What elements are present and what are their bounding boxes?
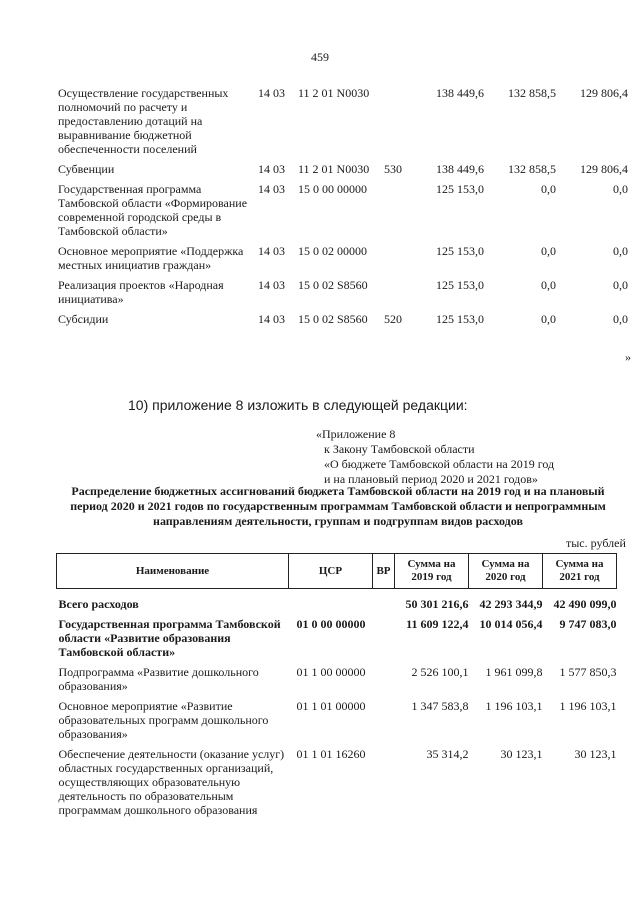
closing-quote: » (625, 350, 631, 364)
units-label: тыс. рублей (566, 536, 626, 550)
row-sum-2019: 11 609 122,4 (406, 617, 469, 631)
header-sum-2020: Сумма на 2020 год (469, 554, 543, 589)
row-csr (289, 597, 373, 617)
row-vr (373, 747, 395, 823)
row-sum-2021: 0,0 (613, 312, 628, 326)
page-number: 459 (311, 50, 329, 64)
row-csr: 01 1 01 00000 (296, 699, 366, 713)
row-sum-2020: 0,0 (541, 278, 556, 292)
table-row (58, 278, 628, 312)
row-csr: 01 1 00 00000 (296, 665, 366, 679)
appendix-header (316, 427, 554, 487)
table-header-row (57, 554, 617, 589)
row-name: Обеспечение деятельности (оказание услуг) областных государственных организаций, осуществляющих образовательную деятельность по образовательным программам дошкольного образования (58, 747, 285, 817)
row-section: 14 03 (258, 86, 285, 100)
table-row (58, 312, 628, 332)
row-section: 14 03 (258, 278, 285, 292)
header-csr: ЦСР (289, 554, 373, 589)
row-sum-2020: 132 858,5 (508, 162, 556, 176)
row-sum-2020: 1 196 103,1 (485, 699, 543, 713)
row-csr: 15 0 02 00000 (298, 244, 367, 258)
budget-table (56, 553, 617, 823)
row-sum-2019: 125 153,0 (436, 182, 484, 196)
row-sum-2019: 125 153,0 (436, 244, 484, 258)
row-name: Подпрограмма «Развитие дошкольного образования» (58, 665, 259, 693)
row-sum-2021: 1 196 103,1 (559, 699, 617, 713)
row-csr: 11 2 01 N0030 (298, 86, 370, 100)
row-name: Субсидии (58, 312, 109, 326)
row-section: 14 03 (258, 182, 285, 196)
row-sum-2021: 1 577 850,3 (559, 665, 617, 679)
row-sum-2021: 30 123,1 (574, 747, 617, 761)
row-vr: 530 (384, 162, 402, 176)
row-csr: 15 0 02 S8560 (298, 312, 368, 326)
row-vr (373, 617, 395, 665)
row-vr: 520 (384, 312, 402, 326)
amendment-line: 10) приложение 8 изложить в следующей редакции: (128, 397, 468, 413)
row-sum-2021: 0,0 (613, 278, 628, 292)
appendix-line-1: «Приложение 8 (316, 427, 396, 441)
appendix-line-2: к Закону Тамбовской области (324, 442, 475, 456)
row-sum-2021: 129 806,4 (580, 86, 628, 100)
header-sum-2021: Сумма на 2021 год (543, 554, 617, 589)
row-sum-2021: 129 806,4 (580, 162, 628, 176)
row-csr: 01 0 00 00000 (296, 617, 366, 631)
table-row (57, 665, 617, 699)
row-sum-2021: 0,0 (613, 182, 628, 196)
row-sum-2020: 1 961 099,8 (485, 665, 543, 679)
header-sum-2019: Сумма на 2019 год (395, 554, 469, 589)
table-row (57, 617, 617, 665)
row-sum-2020: 30 123,1 (500, 747, 543, 761)
row-sum-2021: 42 490 099,0 (553, 597, 617, 611)
table-row (58, 182, 628, 244)
header-name: Наименование (57, 554, 289, 589)
row-name: Всего расходов (58, 597, 139, 611)
appendix-line-4: и на плановый период 2020 и 2021 годов» (324, 472, 538, 486)
row-sum-2019: 125 153,0 (436, 278, 484, 292)
row-csr: 15 0 02 S8560 (298, 278, 368, 292)
row-name: Основное мероприятие «Развитие образовательных программ дошкольного образования» (58, 699, 269, 741)
row-vr (384, 244, 412, 278)
table-row (58, 162, 628, 182)
table-row (57, 699, 617, 747)
row-sum-2020: 0,0 (541, 312, 556, 326)
row-section: 14 03 (258, 162, 285, 176)
row-name: Субвенции (58, 162, 115, 176)
row-sum-2019: 138 449,6 (436, 162, 484, 176)
row-sum-2019: 125 153,0 (436, 312, 484, 326)
row-sum-2019: 35 314,2 (426, 747, 469, 761)
row-sum-2020: 0,0 (541, 182, 556, 196)
row-vr (373, 699, 395, 747)
row-sum-2019: 50 301 216,6 (405, 597, 469, 611)
row-name: Государственная программа Тамбовской области «Развитие образования Тамбовской области» (58, 617, 281, 659)
row-sum-2021: 9 747 083,0 (559, 617, 617, 631)
row-sum-2019: 2 526 100,1 (411, 665, 469, 679)
table-row (57, 747, 617, 823)
row-vr (384, 278, 412, 312)
table-row (58, 244, 628, 278)
row-sum-2021: 0,0 (613, 244, 628, 258)
row-name: Реализация проектов «Народная инициатива» (58, 278, 224, 306)
row-section: 14 03 (258, 244, 285, 258)
row-name: Государственная программа Тамбовской области «Формирование современной городской среды в Тамбовской области» (58, 182, 248, 238)
row-name: Осуществление государственных полномочий по расчету и предоставлению дотаций на выравнивание бюджетной обеспеченности поселений (58, 86, 229, 156)
row-sum-2020: 0,0 (541, 244, 556, 258)
row-csr: 01 1 01 16260 (296, 747, 366, 761)
continued-table (58, 86, 628, 332)
row-vr (384, 182, 412, 244)
row-sum-2020: 132 858,5 (508, 86, 556, 100)
table-title: Распределение бюджетных ассигнований бюджета Тамбовской области на 2019 год и на плановый период 2020 и 2021 годов по государственным программам Тамбовской области и непрограммным направлениям деятельности, группам и подгруппам видов расходов (70, 484, 606, 528)
row-sum-2019: 1 347 583,8 (411, 699, 469, 713)
row-sum-2020: 10 014 056,4 (479, 617, 543, 631)
table-row (58, 86, 628, 162)
row-name: Основное мероприятие «Поддержка местных инициатив граждан» (58, 244, 244, 272)
row-vr (384, 86, 412, 162)
row-sum-2020: 42 293 344,9 (479, 597, 543, 611)
row-vr (373, 597, 395, 617)
row-csr: 15 0 00 00000 (298, 182, 367, 196)
row-vr (373, 665, 395, 699)
row-sum-2019: 138 449,6 (436, 86, 484, 100)
appendix-line-3: «О бюджете Тамбовской области на 2019 год (324, 457, 555, 471)
row-csr: 11 2 01 N0030 (298, 162, 370, 176)
row-section: 14 03 (258, 312, 285, 326)
table-row (57, 597, 617, 617)
header-vr: ВР (373, 554, 395, 589)
